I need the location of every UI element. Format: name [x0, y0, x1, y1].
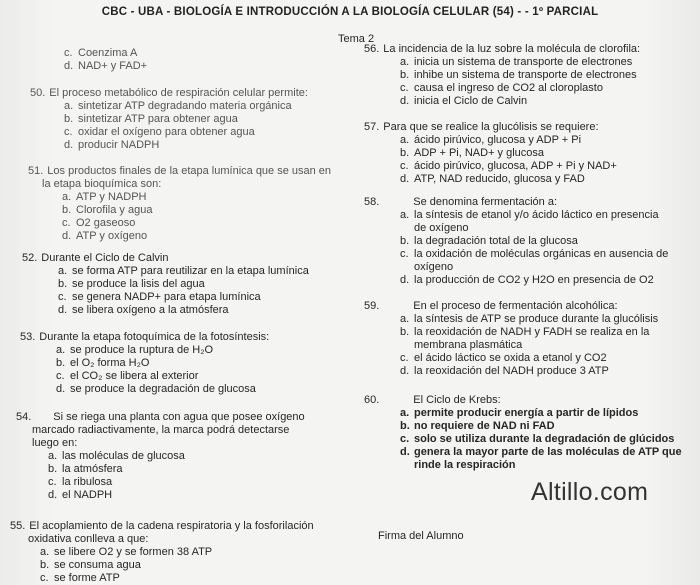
- question-stem: 51. Los productos finales de la etapa lumínica que se usan en: [28, 165, 332, 177]
- option: a. ATP y NADPH: [62, 191, 147, 203]
- question-stem: 58. Se denomina fermentación a:: [364, 196, 557, 208]
- exam-header: CBC - UBA - BIOLOGÍA E INTRODUCCIÓN A LA BIOLOGÍA CELULAR (54) - - 1º PARCIAL: [101, 6, 599, 18]
- question-stem: 60. El Ciclo de Krebs:: [364, 394, 501, 406]
- question-54: [16, 411, 305, 502]
- option: c. el ácido láctico se oxida a etanol y CO2: [400, 352, 607, 364]
- option: b. sintetizar ATP para obtener agua: [64, 113, 238, 125]
- option: b. la atmósfera: [48, 463, 123, 475]
- option: b. se produce la lisis del agua: [58, 278, 205, 290]
- option: c. se forme ATP: [40, 572, 120, 584]
- option: a. la síntesis de etanol y/o ácido láctico en presencia: [400, 209, 659, 221]
- question-56: [364, 43, 640, 108]
- option: a. se libere O2 y se formen 38 ATP: [40, 546, 213, 558]
- question-55: [10, 520, 314, 585]
- option: d. inicia el Ciclo de Calvin: [400, 95, 528, 107]
- option: b. ADP + Pi, NAD+ y glucosa: [400, 147, 545, 159]
- question-60: [364, 394, 694, 472]
- question-stem-cont: la etapa bioquímica son:: [42, 178, 162, 190]
- option: d. ATP, NAD reducido, glucosa y FAD: [400, 173, 585, 185]
- option: d. la producción de CO2 y H2O en presencia de O2: [400, 274, 654, 286]
- option: c. ácido pirúvico, glucosa, ADP + Pi y NAD+: [400, 160, 617, 172]
- option-cont: rinde la respiración: [414, 459, 516, 471]
- option: a. las moléculas de glucosa: [48, 450, 185, 462]
- option: c. la ribulosa: [48, 476, 113, 488]
- option: a. se produce la ruptura de H₂O: [56, 344, 214, 356]
- question-stem: 53. Durante la etapa fotoquímica de la fotosíntesis:: [20, 331, 270, 343]
- question-58: [364, 196, 694, 287]
- option: a. la síntesis de ATP se produce durante la glucólisis: [400, 313, 659, 325]
- option: d. la reoxidación del NADH produce 3 ATP: [400, 365, 609, 377]
- signature-label: Firma del Alumno: [378, 530, 464, 542]
- option-cont: oxígeno: [414, 261, 454, 273]
- option: b. la reoxidación de NADH y FADH se realiza en la: [400, 326, 650, 338]
- option: c. Coenzima A: [64, 47, 138, 59]
- option: d. genera la mayor parte de las moléculas de ATP que: [400, 446, 682, 458]
- option: a. permite producir energía a partir de lípidos: [400, 407, 639, 419]
- question-stem: 56. La incidencia de la luz sobre la molécula de clorofila:: [364, 43, 641, 55]
- question-stem: 57. Para que se realice la glucólisis se requiere:: [364, 121, 599, 133]
- question-52: [22, 252, 309, 317]
- question-stem: 54. Si se riega una planta con agua que posee oxígeno: [16, 411, 305, 423]
- option: a. ácido pirúvico, glucosa y ADP + Pi: [400, 134, 582, 146]
- option: c. oxidar el oxígeno para obtener agua: [64, 126, 255, 138]
- option-cont: membrana plasmática: [414, 339, 523, 351]
- question-51: [28, 165, 331, 243]
- option: c. se genera NADP+ para etapa lumínica: [58, 291, 261, 303]
- option: b. inhibe un sistema de transporte de electrones: [400, 69, 637, 81]
- option: b. la degradación total de la glucosa: [400, 235, 578, 247]
- question-stem: 59. En el proceso de fermentación alcohólica:: [364, 300, 618, 312]
- question-stem: 52. Durante el Ciclo de Calvin: [22, 252, 169, 264]
- question-57: [364, 121, 617, 186]
- option: a. sintetizar ATP degradando materia orgánica: [64, 100, 292, 112]
- question-stem-cont: marcado radiactivamente, la marca podrá detectarse: [32, 424, 290, 436]
- exam-version: Tema 2: [338, 33, 375, 45]
- option: a. se forma ATP para reutilizar en la etapa lumínica: [58, 265, 309, 277]
- question-53: [20, 331, 269, 396]
- question-stem-cont: oxidativa conlleva a que:: [28, 533, 149, 545]
- option-cont: de oxígeno: [414, 222, 469, 234]
- option: c. la oxidación de moléculas orgánicas en ausencia de: [400, 248, 669, 260]
- question-stem-cont: luego en:: [32, 437, 78, 449]
- option: b. no requiere de NAD ni FAD: [400, 420, 555, 432]
- question-49-tail: [44, 47, 147, 73]
- option: d. se libera oxígeno a la atmósfera: [58, 304, 229, 316]
- question-stem: 55. El acoplamiento de la cadena respiratoria y la fosforilación: [10, 520, 314, 532]
- question-59: [364, 300, 694, 378]
- option: b. el O₂ forma H₂O: [56, 357, 150, 369]
- option: a. inicia un sistema de transporte de electrones: [400, 56, 633, 68]
- option: b. se consuma agua: [40, 559, 141, 571]
- option: c. solo se utiliza durante la degradación de glúcidos: [400, 433, 675, 445]
- option: d. NAD+ y FAD+: [64, 60, 148, 72]
- option: d. se produce la degradación de glucosa: [56, 383, 256, 395]
- option: b. Clorofila y agua: [62, 204, 153, 216]
- option: d. producir NADPH: [64, 139, 160, 151]
- option: c. el CO₂ se libera al exterior: [56, 370, 199, 382]
- option: d. el NADPH: [48, 489, 113, 501]
- option: c. causa el ingreso de CO2 al cloroplasto: [400, 82, 603, 94]
- question-stem: 50. El proceso metabólico de respiración celular permite:: [30, 87, 308, 99]
- option: c. O2 gaseoso: [62, 217, 136, 229]
- question-50: [30, 87, 308, 152]
- watermark: Altillo.com: [531, 478, 649, 506]
- option: d. ATP y oxígeno: [62, 230, 148, 242]
